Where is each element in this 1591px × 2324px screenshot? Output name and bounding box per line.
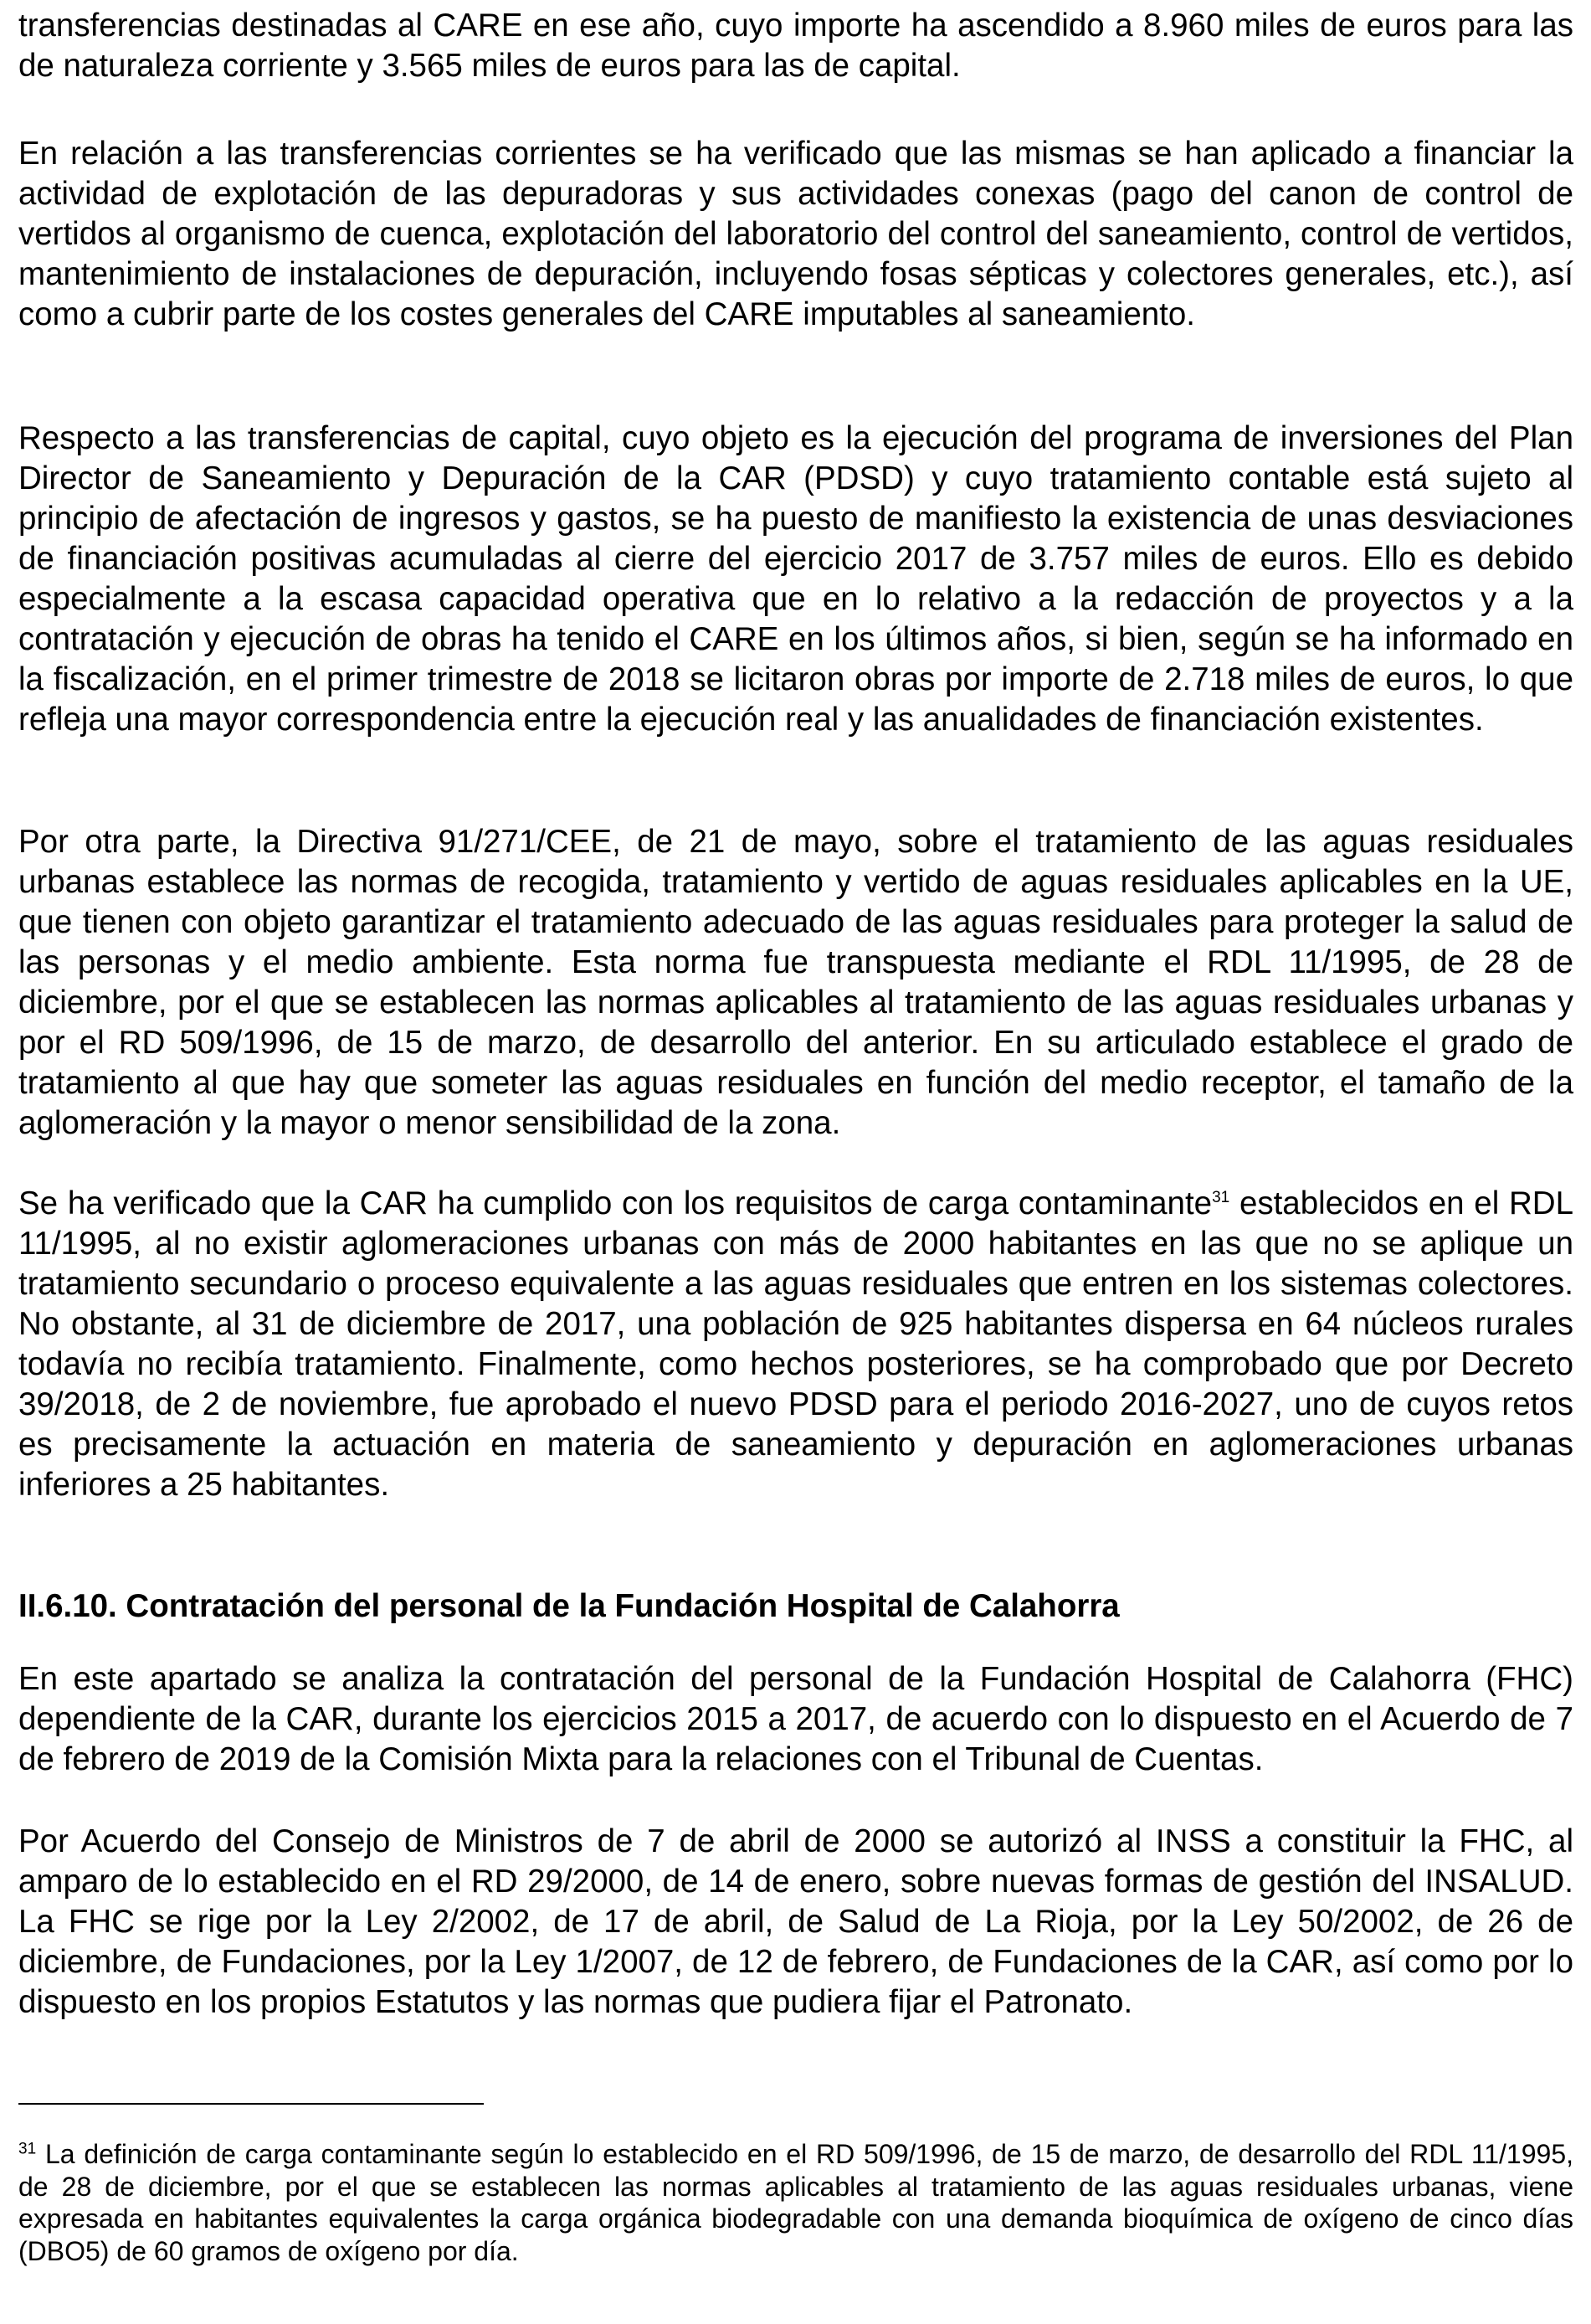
section-heading: II.6.10. Contratación del personal de la Fundación Hospital de Calahorra xyxy=(18,1588,1120,1624)
footnote-divider xyxy=(18,2103,484,2105)
footnote-number: 31 xyxy=(18,2140,37,2158)
paragraph-current-transfers: En relación a las transferencias corrientes se ha verificado que las mismas se han aplicado a financiar la actividad de explotación de las depuradoras y sus actividades conexas (pago del canon de control de vertidos al organismo de cuenca, explotación del laboratorio del control del saneamiento, control de vertidos, mantenimiento de instalaciones de depuración, incluyendo fosas sépticas y colectores generales, etc.), así como a cubrir parte de los costes generales del CARE imputables al saneamiento. xyxy=(18,136,1573,332)
paragraph-verification xyxy=(18,1184,1573,1505)
paragraph-verification-text-b: establecidos en el RDL 11/1995, al no existir aglomeraciones urbanas con más de 2000 habitantes en las que no se aplique un tratamiento secundario o proceso equivalente a las aguas residuales que entren en los sistemas colectores. No obstante, al 31 de diciembre de 2017, una población de 925 habitantes dispersa en 64 núcleos rurales todavía no recibía tratamiento. Finalmente, como hechos posteriores, se ha comprobado que por Decreto 39/2018, de 2 de noviembre, fue aprobado el nuevo PDSD para el periodo 2016-2027, uno de cuyos retos es precisamente la actuación en materia de saneamiento y depuración en aglomeraciones urbanas inferiores a 25 habitantes. xyxy=(18,1185,1574,1503)
paragraph-transfer-amounts: transferencias destinadas al CARE en ese año, cuyo importe ha ascendido a 8.960 miles de euros para las de naturaleza corriente y 3.565 miles de euros para las de capital. xyxy=(18,8,1573,84)
footnote-reference: 31 xyxy=(1212,1189,1230,1207)
paragraph-capital-transfers: Respecto a las transferencias de capital, cuyo objeto es la ejecución del programa de inversiones del Plan Director de Saneamiento y Depuración de la CAR (PDSD) y cuyo tratamiento contable está sujeto al principio de afectación de ingresos y gastos, se ha puesto de manifiesto la existencia de unas desviaciones de financiación positivas acumuladas al cierre del ejercicio 2017 de 3.757 miles de euros. Ello es debido especialmente a la escasa capacidad operativa que en lo relativo a la redacción de proyectos y a la contratación y ejecución de obras ha tenido el CARE en los últimos años, si bien, según se ha informado en la fiscalización, en el primer trimestre de 2018 se licitaron obras por importe de 2.718 miles de euros, lo que refleja una mayor correspondencia entre la ejecución real y las anualidades de financiación existentes. xyxy=(18,420,1573,738)
paragraph-fhc-scope: En este apartado se analiza la contratación del personal de la Fundación Hospital de Calahorra (FHC) dependiente de la CAR, durante los ejercicios 2015 a 2017, de acuerdo con lo dispuesto en el Acuerdo de 7 de febrero de 2019 de la Comisión Mixta para la relaciones con el Tribunal de Cuentas. xyxy=(18,1661,1573,1777)
footnote xyxy=(18,2138,1573,2267)
paragraph-verification-text-a: Se ha verificado que la CAR ha cumplido con los requisitos de carga contaminante xyxy=(18,1185,1213,1221)
footnote-text: La definición de carga contaminante según lo establecido en el RD 509/1996, de 15 de marzo, de desarrollo del RDL 11/1995, de 28 de diciembre, por el que se establecen las normas aplicables al tratamiento de las aguas residuales urbanas, viene expresada en habitantes equivalentes la carga orgánica biodegradable con una demanda bioquímica de oxígeno de cinco días (DBO5) de 60 gramos de oxígeno por día. xyxy=(18,2139,1573,2266)
paragraph-directive: Por otra parte, la Directiva 91/271/CEE, de 21 de mayo, sobre el tratamiento de las aguas residuales urbanas establece las normas de recogida, tratamiento y vertido de aguas residuales aplicables en la UE, que tienen con objeto garantizar el tratamiento adecuado de las aguas residuales para proteger la salud de las personas y el medio ambiente. Esta norma fue transpuesta mediante el RDL 11/1995, de 28 de diciembre, por el que se establecen las normas aplicables al tratamiento de las aguas residuales urbanas y por el RD 509/1996, de 15 de marzo, de desarrollo del anterior. En su articulado establece el grado de tratamiento al que hay que someter las aguas residuales en función del medio receptor, el tamaño de la aglomeración y la mayor o menor sensibilidad de la zona. xyxy=(18,824,1573,1141)
paragraph-fhc-legal: Por Acuerdo del Consejo de Ministros de 7 de abril de 2000 se autorizó al INSS a constituir la FHC, al amparo de lo establecido en el RD 29/2000, de 14 de enero, sobre nuevas formas de gestión del INSALUD. La FHC se rige por la Ley 2/2002, de 17 de abril, de Salud de La Rioja, por la Ley 50/2002, de 26 de diciembre, de Fundaciones, por la Ley 1/2007, de 12 de febrero, de Fundaciones de la CAR, así como por lo dispuesto en los propios Estatutos y las normas que pudiera fijar el Patronato. xyxy=(18,1823,1573,2020)
